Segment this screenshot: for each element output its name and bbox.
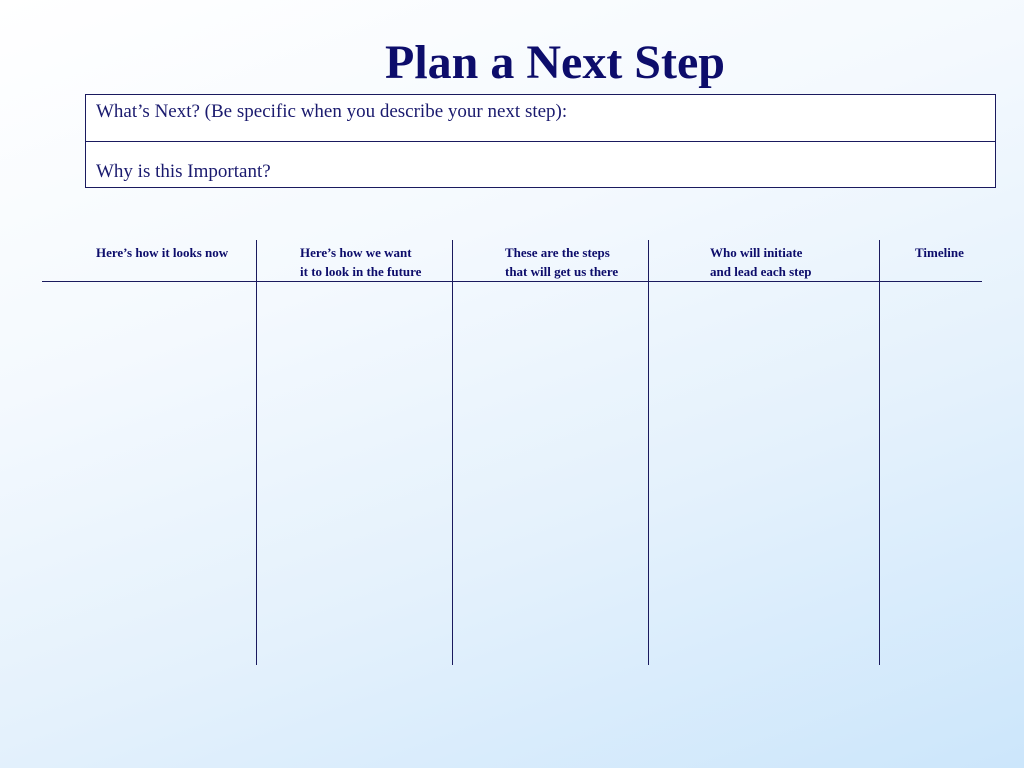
why-important-label: Why is this Important? — [96, 161, 271, 182]
column-header-line: Here’s how we want — [300, 245, 412, 260]
column-divider — [879, 240, 880, 665]
column-divider — [648, 240, 649, 665]
column-header-line: Who will initiate — [710, 245, 803, 260]
whats-next-label: What’s Next? (Be specific when you describe your next step): — [96, 101, 568, 122]
column-header-line: that will get us there — [505, 264, 619, 279]
column-header-owner — [710, 243, 811, 281]
column-header-timeline — [915, 243, 964, 262]
page-title: Plan a Next Step — [385, 36, 725, 89]
table-header-rule — [42, 281, 982, 282]
column-divider — [452, 240, 453, 665]
info-box-divider — [86, 141, 995, 142]
column-divider — [256, 240, 257, 665]
next-step-box — [85, 94, 996, 188]
column-header-line: and lead each step — [710, 264, 812, 279]
column-header-line: it to look in the future — [300, 264, 422, 279]
column-header-line: These are the steps — [505, 245, 610, 260]
column-header-steps — [505, 243, 618, 281]
column-header-now — [96, 243, 228, 262]
column-header-line: Timeline — [915, 245, 964, 260]
column-header-future — [300, 243, 421, 281]
column-header-line: Here’s how it looks now — [96, 245, 229, 260]
